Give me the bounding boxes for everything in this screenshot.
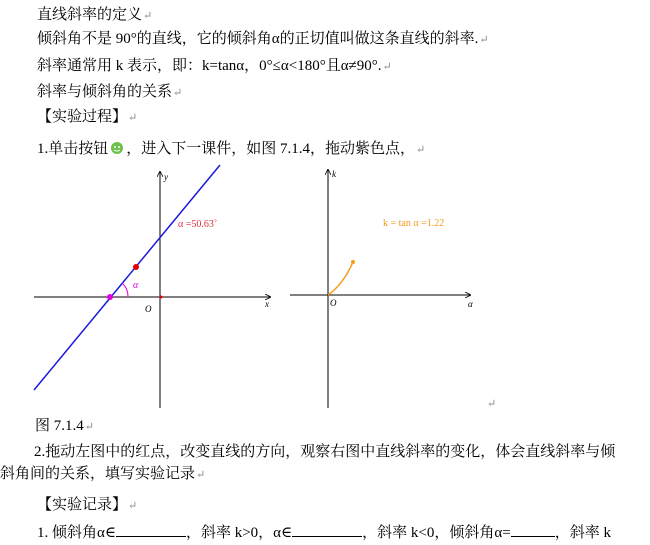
inclined-line	[34, 165, 220, 390]
record-text-d: ，斜率 k	[554, 525, 611, 541]
heading-relation	[37, 82, 182, 103]
return-mark: ↵	[84, 421, 94, 433]
record-text-a: 1. 倾斜角α∈	[37, 525, 116, 541]
slope-readout: k = tan α =1.22	[383, 218, 445, 229]
figure-7-1-4	[0, 160, 650, 415]
section-experiment-record	[37, 495, 137, 516]
right-graph	[290, 169, 473, 408]
return-mark: ↵	[128, 500, 138, 512]
step-1-text-b: ，进入下一课件，如图 7.1.4，拖动紫色点，	[126, 141, 416, 157]
return-mark: ↵	[382, 61, 392, 73]
return-mark: ↵	[173, 87, 183, 99]
angle-label: α	[133, 280, 139, 291]
record-text-c: ，斜率 k<0，倾斜角α=	[362, 525, 511, 541]
angle-arc	[122, 283, 128, 297]
definition-paragraph	[37, 29, 489, 50]
section-title: 【实验过程】	[37, 109, 128, 125]
step-1-paragraph	[37, 139, 425, 160]
wechat-like-green-icon[interactable]	[110, 141, 124, 155]
notation-text: 斜率通常用 k 表示，即：k=tanα，0°≤α<180°且α≠90°.	[37, 58, 382, 74]
heading-text: 直线斜率的定义	[37, 7, 143, 23]
tan-curve	[328, 262, 353, 295]
angle-readout: α =50.63˚	[178, 219, 218, 230]
answer-blank-angle[interactable]	[511, 522, 555, 537]
right-y-label: k	[332, 169, 336, 179]
relation-heading-text: 斜率与倾斜角的关系	[37, 84, 173, 100]
step-2-paragraph	[0, 441, 630, 486]
answer-blank-negative[interactable]	[292, 522, 362, 537]
answer-blank-positive[interactable]	[116, 522, 186, 537]
left-y-label: y	[164, 172, 168, 182]
definition-text: 倾斜角不是 90°的直线，它的倾斜角α的正切值叫做这条直线的斜率.	[37, 31, 479, 47]
return-mark: ↵	[479, 34, 489, 46]
purple-draggable-point[interactable]	[107, 294, 113, 300]
figure-caption	[35, 416, 94, 437]
step-2-text: 2.拖动左图中的红点，改变直线的方向，观察右图中直线斜率的变化，体会直线斜率与倾斜角间的关系，填写实验记录	[0, 444, 616, 482]
record-title: 【实验记录】	[37, 497, 128, 513]
heading-slope-definition	[37, 5, 152, 26]
red-draggable-point[interactable]	[133, 264, 139, 270]
record-text-b: ，斜率 k>0，α∈	[185, 525, 293, 541]
left-x-label: x	[265, 299, 269, 309]
section-experiment-process	[37, 107, 137, 128]
return-mark: ↵	[143, 10, 153, 22]
right-origin-label: O	[330, 298, 337, 308]
return-mark: ↵	[416, 144, 426, 156]
origin-red-dot	[160, 296, 163, 299]
figure-return-mark: ↵	[487, 398, 497, 410]
caption-text: 图 7.1.4	[35, 418, 84, 434]
left-graph	[34, 165, 270, 408]
record-item-1	[37, 522, 611, 543]
curve-endpoint	[351, 260, 355, 264]
return-mark: ↵	[128, 112, 138, 124]
left-origin-label: O	[145, 304, 152, 314]
right-x-label: α	[468, 299, 473, 309]
step-1-text-a: 1.单击按钮	[37, 141, 109, 157]
return-mark: ↵	[196, 469, 206, 481]
notation-paragraph	[37, 56, 392, 77]
